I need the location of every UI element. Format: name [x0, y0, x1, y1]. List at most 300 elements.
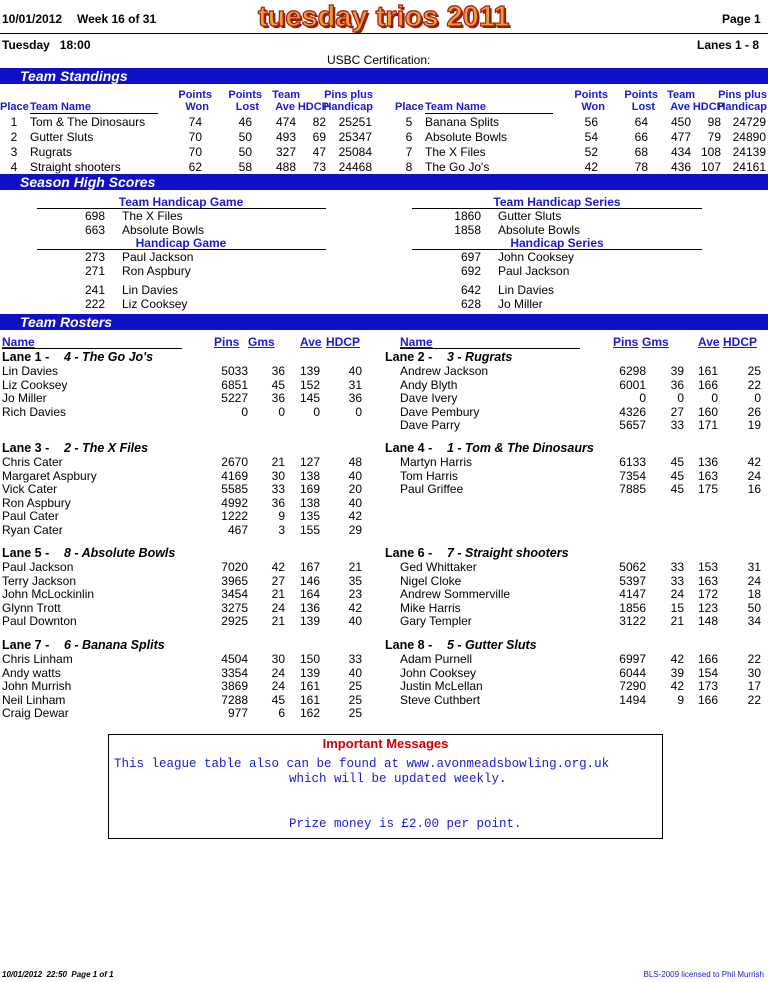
player-average: 175: [697, 482, 718, 497]
col-header-points-lost: Points: [624, 89, 658, 101]
player-games: 24: [670, 587, 684, 602]
player-pins: 5033: [221, 364, 248, 378]
high-score-value: 692: [460, 264, 481, 278]
standing-place: 8: [405, 160, 413, 174]
standing-hdcp: 69: [312, 130, 326, 144]
player-pins: 3965: [221, 573, 248, 588]
player-name: Andy Blyth: [400, 377, 458, 392]
player-name: Ryan Cater: [2, 523, 63, 537]
standing-team: The Go Jo's: [425, 160, 490, 174]
player-average: 135: [299, 509, 320, 524]
player-handicap: 40: [348, 468, 362, 483]
player-games: 27: [271, 573, 285, 588]
standing-points-lost: 50: [238, 145, 252, 159]
player-name: Steve Cuthbert: [400, 692, 481, 707]
report-date: 10/01/2012: [2, 12, 63, 26]
standing-team-ave: 436: [670, 160, 691, 174]
col-header-hdcp: HDCP: [297, 101, 329, 113]
player-games: 6: [278, 706, 285, 721]
high-score-value: 697: [460, 250, 481, 264]
player-games: 21: [271, 455, 285, 469]
player-handicap: 25: [348, 706, 362, 721]
player-games: 15: [670, 600, 684, 615]
standing-hdcp: 79: [707, 130, 721, 144]
standing-points-lost: 64: [634, 115, 648, 129]
player-pins: 7354: [619, 468, 646, 483]
standing-pins-plus: 25251: [338, 115, 372, 129]
player-average: 153: [697, 560, 718, 574]
player-handicap: 40: [348, 614, 362, 629]
col-header-points-won: Points: [574, 89, 608, 101]
player-handicap: 0: [754, 391, 761, 406]
lane-team: 6 - Banana Splits: [64, 638, 165, 652]
player-name: Paul Griffee: [400, 482, 464, 497]
rosters-bar: [0, 314, 768, 330]
player-average: 127: [299, 455, 320, 469]
standings-heading: Team Standings: [20, 68, 128, 84]
standing-points-won: 70: [188, 130, 202, 144]
player-average: 138: [299, 495, 320, 510]
team-name-underline: [30, 113, 158, 114]
col-header-points-lost-2: Lost: [235, 101, 259, 113]
col-header-hdcp: HDCP: [692, 101, 724, 113]
player-average: 145: [299, 391, 320, 406]
player-pins: 3354: [221, 665, 248, 680]
player-average: 166: [697, 692, 718, 707]
player-average: 167: [299, 560, 320, 574]
high-score-name: Jo Miller: [498, 297, 543, 311]
col-header-team-name: Team Name: [425, 101, 486, 113]
player-pins: 4169: [221, 468, 248, 483]
player-name: Ged Whittaker: [400, 560, 477, 574]
player-handicap: 40: [348, 495, 362, 510]
standing-team-ave: 450: [670, 115, 691, 129]
standing-pins-plus: 24468: [338, 160, 372, 174]
player-handicap: 40: [348, 665, 362, 680]
lane-team: 2 - The X Files: [64, 441, 149, 455]
player-handicap: 34: [747, 614, 761, 629]
player-name: Tom Harris: [400, 468, 459, 483]
roster-header-gms: Gms: [248, 335, 275, 349]
standing-points-won: 62: [188, 160, 202, 174]
high-score-name: Lin Davies: [498, 283, 555, 297]
high-score-value: 628: [460, 297, 481, 311]
standing-hdcp: 98: [707, 115, 721, 129]
standing-place: 4: [10, 160, 18, 174]
player-pins: 2925: [221, 614, 248, 629]
lane-label: Lane 2 -: [385, 350, 433, 364]
player-average: 160: [697, 404, 718, 419]
standing-place: 5: [405, 115, 413, 129]
player-pins: 467: [227, 523, 248, 537]
player-name: Andrew Sommerville: [400, 587, 511, 602]
player-name: Justin McLellan: [400, 679, 483, 694]
standing-pins-plus: 24161: [732, 160, 766, 174]
lane-label: Lane 4 -: [385, 441, 433, 455]
roster-name-rule: [400, 348, 580, 349]
player-pins: 6851: [221, 377, 248, 392]
standing-points-won: 42: [584, 160, 598, 174]
high-score-name: Absolute Bowls: [498, 223, 581, 237]
footer-left: 10/01/2012 22:50 Page 1 of 1: [2, 970, 114, 979]
high-score-title-team-series: Team Handicap Series: [493, 195, 621, 209]
standing-team: Tom & The Dinosaurs: [30, 115, 146, 129]
col-header-points-won-2: Won: [581, 101, 605, 113]
player-handicap: 16: [747, 482, 761, 497]
standing-points-won: 52: [584, 145, 598, 159]
player-name: Craig Dewar: [2, 706, 69, 721]
col-header-place: Place: [395, 101, 424, 113]
player-handicap: 25: [747, 364, 761, 378]
player-average: 172: [697, 587, 718, 602]
standing-place: 7: [405, 145, 413, 159]
standing-points-won: 74: [188, 115, 202, 129]
player-games: 33: [271, 482, 285, 497]
high-score-value: 1860: [454, 209, 481, 223]
lane-team: 5 - Gutter Sluts: [447, 638, 537, 652]
standing-team: Straight shooters: [30, 160, 121, 174]
player-pins: 4992: [221, 495, 248, 510]
player-pins: 6298: [619, 364, 646, 378]
player-average: 173: [697, 679, 718, 694]
standing-team: Banana Splits: [425, 115, 500, 129]
col-header-points-won: Points: [178, 89, 212, 101]
standing-place: 6: [405, 130, 413, 144]
player-pins: 3869: [221, 679, 248, 694]
player-games: 33: [670, 573, 684, 588]
standing-pins-plus: 25084: [338, 145, 372, 159]
player-games: 24: [271, 679, 285, 694]
player-name: Adam Purnell: [400, 652, 473, 666]
col-header-pins-plus: Pins plus: [324, 89, 373, 101]
player-pins: 1222: [221, 509, 248, 524]
player-pins: 7290: [619, 679, 646, 694]
player-name: Lin Davies: [2, 364, 59, 378]
player-games: 45: [271, 377, 285, 392]
player-name: Paul Cater: [2, 509, 59, 524]
player-name: Andrew Jackson: [400, 364, 489, 378]
standing-points-lost: 46: [238, 115, 252, 129]
player-handicap: 48: [348, 455, 362, 469]
team-name-underline: [425, 113, 553, 114]
player-average: 0: [711, 391, 718, 406]
player-average: 162: [299, 706, 320, 721]
player-average: 154: [697, 665, 718, 680]
player-name: Dave Pembury: [400, 404, 480, 419]
standing-hdcp: 108: [700, 145, 721, 159]
player-name: Nigel Cloke: [400, 573, 462, 588]
high-score-value: 222: [84, 297, 105, 311]
col-header-points-won-2: Won: [185, 101, 209, 113]
roster-header-hdcp: HDCP: [723, 335, 758, 349]
player-average: 123: [697, 600, 718, 615]
roster-header-ave: Ave: [300, 335, 322, 349]
player-average: 155: [299, 523, 320, 537]
player-games: 42: [670, 652, 684, 666]
roster-name-rule: [2, 348, 182, 349]
player-average: 171: [697, 418, 718, 433]
message-line-2: which will be updated weekly.: [289, 772, 507, 786]
player-pins: 7885: [619, 482, 646, 497]
high-score-name: Liz Cooksey: [122, 297, 188, 311]
player-average: 166: [697, 377, 718, 392]
player-pins: 5227: [221, 391, 248, 406]
player-name: Paul Jackson: [2, 560, 74, 574]
standings-bar: [0, 68, 768, 84]
player-average: 150: [299, 652, 320, 666]
high-score-title-hdcp-series: Handicap Series: [510, 236, 604, 250]
lane-team: 1 - Tom & The Dinosaurs: [447, 441, 594, 455]
player-handicap: 42: [348, 600, 362, 615]
certification: USBC Certification:: [327, 53, 431, 67]
lanes-range: Lanes 1 - 8: [697, 38, 760, 52]
player-name: John Cooksey: [400, 665, 477, 680]
high-score-name: Absolute Bowls: [122, 223, 205, 237]
player-games: 36: [271, 391, 285, 406]
player-games: 45: [670, 455, 684, 469]
player-handicap: 31: [348, 377, 362, 392]
standing-team-ave: 493: [275, 130, 296, 144]
player-name: Rich Davies: [2, 404, 67, 419]
high-score-value: 1858: [454, 223, 481, 237]
player-handicap: 29: [348, 523, 362, 537]
standing-hdcp: 73: [312, 160, 326, 174]
player-pins: 4504: [221, 652, 248, 666]
week-label: Week 16 of 31: [77, 12, 157, 26]
player-games: 36: [271, 495, 285, 510]
player-name: Andy watts: [2, 665, 61, 680]
player-average: 161: [697, 364, 718, 378]
player-games: 36: [271, 364, 285, 378]
player-pins: 5062: [619, 560, 646, 574]
player-handicap: 21: [348, 560, 362, 574]
player-games: 42: [271, 560, 285, 574]
player-average: 139: [299, 665, 320, 680]
player-average: 146: [299, 573, 320, 588]
roster-header-pins: Pins: [613, 335, 639, 349]
lane-team: 3 - Rugrats: [447, 350, 513, 364]
player-handicap: 18: [747, 587, 761, 602]
footer-right: BLS-2009 licensed to Phil Murrish: [643, 970, 764, 979]
lane-label: Lane 6 -: [385, 546, 433, 560]
player-average: 166: [697, 652, 718, 666]
lane-team: 4 - The Go Jo's: [64, 350, 154, 364]
player-name: Chris Linham: [2, 652, 73, 666]
col-header-team-ave-2: Ave: [275, 101, 295, 113]
player-games: 0: [677, 391, 684, 406]
col-header-team-name: Team Name: [30, 101, 91, 113]
standing-points-lost: 58: [238, 160, 252, 174]
standing-team: Absolute Bowls: [425, 130, 508, 144]
player-name: John McLockinlin: [2, 587, 95, 602]
high-score-value: 241: [84, 283, 105, 297]
lane-label: Lane 7 -: [2, 638, 50, 652]
player-handicap: 22: [747, 692, 761, 707]
player-average: 136: [299, 600, 320, 615]
report-title: tuesday trios 2011: [258, 1, 510, 33]
player-games: 9: [677, 692, 684, 707]
player-handicap: 23: [348, 587, 362, 602]
player-handicap: 22: [747, 377, 761, 392]
player-average: 161: [299, 679, 320, 694]
standing-place: 3: [10, 145, 18, 159]
player-pins: 0: [241, 404, 248, 419]
player-pins: 0: [639, 391, 646, 406]
high-scores-heading: Season High Scores: [20, 174, 156, 190]
player-games: 3: [278, 523, 285, 537]
player-pins: 977: [227, 706, 248, 721]
player-name: Dave Parry: [400, 418, 461, 433]
player-name: Martyn Harris: [400, 455, 473, 469]
standing-place: 1: [10, 115, 18, 129]
roster-header-pins: Pins: [214, 335, 240, 349]
col-header-pins-plus: Pins plus: [718, 89, 767, 101]
player-games: 45: [271, 692, 285, 707]
player-handicap: 30: [747, 665, 761, 680]
standing-team: The X Files: [425, 145, 486, 159]
col-header-place: Place: [0, 101, 29, 113]
player-games: 30: [271, 652, 285, 666]
player-games: 24: [271, 665, 285, 680]
player-handicap: 20: [348, 482, 362, 497]
player-name: Liz Cooksey: [2, 377, 68, 392]
player-games: 0: [278, 404, 285, 419]
player-average: 148: [697, 614, 718, 629]
player-handicap: 50: [747, 600, 761, 615]
player-average: 139: [299, 614, 320, 629]
standing-team-ave: 474: [275, 115, 296, 129]
high-score-value: 273: [84, 250, 105, 264]
high-score-name: Gutter Sluts: [498, 209, 562, 223]
player-handicap: 24: [747, 573, 761, 588]
rosters-heading: Team Rosters: [20, 314, 113, 330]
roster-header-name: Name: [2, 335, 35, 349]
col-header-team-ave: Team: [272, 89, 300, 101]
roster-header-gms: Gms: [642, 335, 669, 349]
message-line-1: This league table also can be found at www.avonmeadsbowling.org.uk: [114, 757, 610, 771]
player-name: Vick Cater: [2, 482, 58, 497]
player-name: Dave Ivery: [400, 391, 458, 406]
player-name: Margaret Aspbury: [2, 468, 97, 483]
player-pins: 5397: [619, 573, 646, 588]
lane-label: Lane 3 -: [2, 441, 50, 455]
col-header-points-lost: Points: [228, 89, 262, 101]
player-games: 33: [670, 418, 684, 433]
player-games: 39: [670, 364, 684, 378]
standing-pins-plus: 24139: [732, 145, 766, 159]
page-number: Page 1: [722, 12, 761, 26]
player-average: 139: [299, 364, 320, 378]
player-games: 24: [271, 600, 285, 615]
standing-team-ave: 488: [275, 160, 296, 174]
player-pins: 5657: [619, 418, 646, 433]
standing-place: 2: [10, 130, 18, 144]
player-average: 161: [299, 692, 320, 707]
standing-points-won: 70: [188, 145, 202, 159]
lane-label: Lane 1 -: [2, 350, 50, 364]
high-score-name: The X Files: [122, 209, 183, 223]
standing-team-ave: 434: [670, 145, 691, 159]
high-score-value: 698: [84, 209, 105, 223]
player-pins: 7020: [221, 560, 248, 574]
standing-team: Rugrats: [30, 145, 73, 159]
messages-box: [108, 734, 663, 839]
col-header-team-ave-2: Ave: [670, 101, 690, 113]
high-score-title-team-game: Team Handicap Game: [118, 195, 244, 209]
standing-hdcp: 82: [312, 115, 326, 129]
standing-team-ave: 477: [670, 130, 691, 144]
high-score-value: 642: [460, 283, 481, 297]
standing-points-lost: 50: [238, 130, 252, 144]
lane-team: 7 - Straight shooters: [447, 546, 569, 560]
player-average: 163: [697, 573, 718, 588]
standing-points-won: 56: [584, 115, 598, 129]
standing-points-lost: 68: [634, 145, 648, 159]
player-average: 152: [299, 377, 320, 392]
standing-hdcp: 107: [700, 160, 721, 174]
player-pins: 2670: [221, 455, 248, 469]
player-handicap: 25: [348, 679, 362, 694]
player-average: 163: [697, 468, 718, 483]
player-pins: 6133: [619, 455, 646, 469]
message-line-3: Prize money is £2.00 per point.: [289, 817, 522, 831]
player-pins: 6044: [619, 665, 646, 680]
player-name: Terry Jackson: [2, 573, 77, 588]
header-rule: [0, 33, 768, 34]
player-handicap: 17: [747, 679, 761, 694]
player-games: 33: [670, 560, 684, 574]
player-name: Glynn Trott: [2, 600, 61, 615]
high-score-value: 271: [84, 264, 105, 278]
player-average: 164: [299, 587, 320, 602]
lane-label: Lane 5 -: [2, 546, 50, 560]
player-handicap: 26: [747, 404, 761, 419]
player-games: 30: [271, 468, 285, 483]
col-header-pins-plus-2: Handicap: [323, 101, 373, 113]
player-games: 45: [670, 482, 684, 497]
player-pins: 4326: [619, 404, 646, 419]
player-games: 39: [670, 665, 684, 680]
standing-pins-plus: 24729: [732, 115, 766, 129]
day-time: Tuesday 18:00: [2, 38, 91, 52]
player-games: 42: [670, 679, 684, 694]
high-score-name: John Cooksey: [498, 250, 575, 264]
standing-hdcp: 47: [312, 145, 326, 159]
player-pins: 6001: [619, 377, 646, 392]
player-pins: 3122: [619, 614, 646, 629]
player-pins: 3454: [221, 587, 248, 602]
col-header-pins-plus-2: Handicap: [717, 101, 767, 113]
standing-team-ave: 327: [275, 145, 296, 159]
player-pins: 1856: [619, 600, 646, 615]
player-handicap: 0: [355, 404, 362, 419]
player-handicap: 36: [348, 391, 362, 406]
player-handicap: 33: [348, 652, 362, 666]
player-average: 136: [697, 455, 718, 469]
player-pins: 7288: [221, 692, 248, 707]
high-scores-bar: [0, 174, 768, 190]
player-games: 21: [271, 587, 285, 602]
player-games: 21: [670, 614, 684, 629]
player-name: Jo Miller: [2, 391, 47, 406]
high-score-name: Paul Jackson: [122, 250, 194, 264]
player-games: 27: [670, 404, 684, 419]
roster-header-ave: Ave: [698, 335, 720, 349]
player-handicap: 24: [747, 468, 761, 483]
player-games: 9: [278, 509, 285, 524]
lane-team: 8 - Absolute Bowls: [64, 546, 176, 560]
lane-label: Lane 8 -: [385, 638, 433, 652]
